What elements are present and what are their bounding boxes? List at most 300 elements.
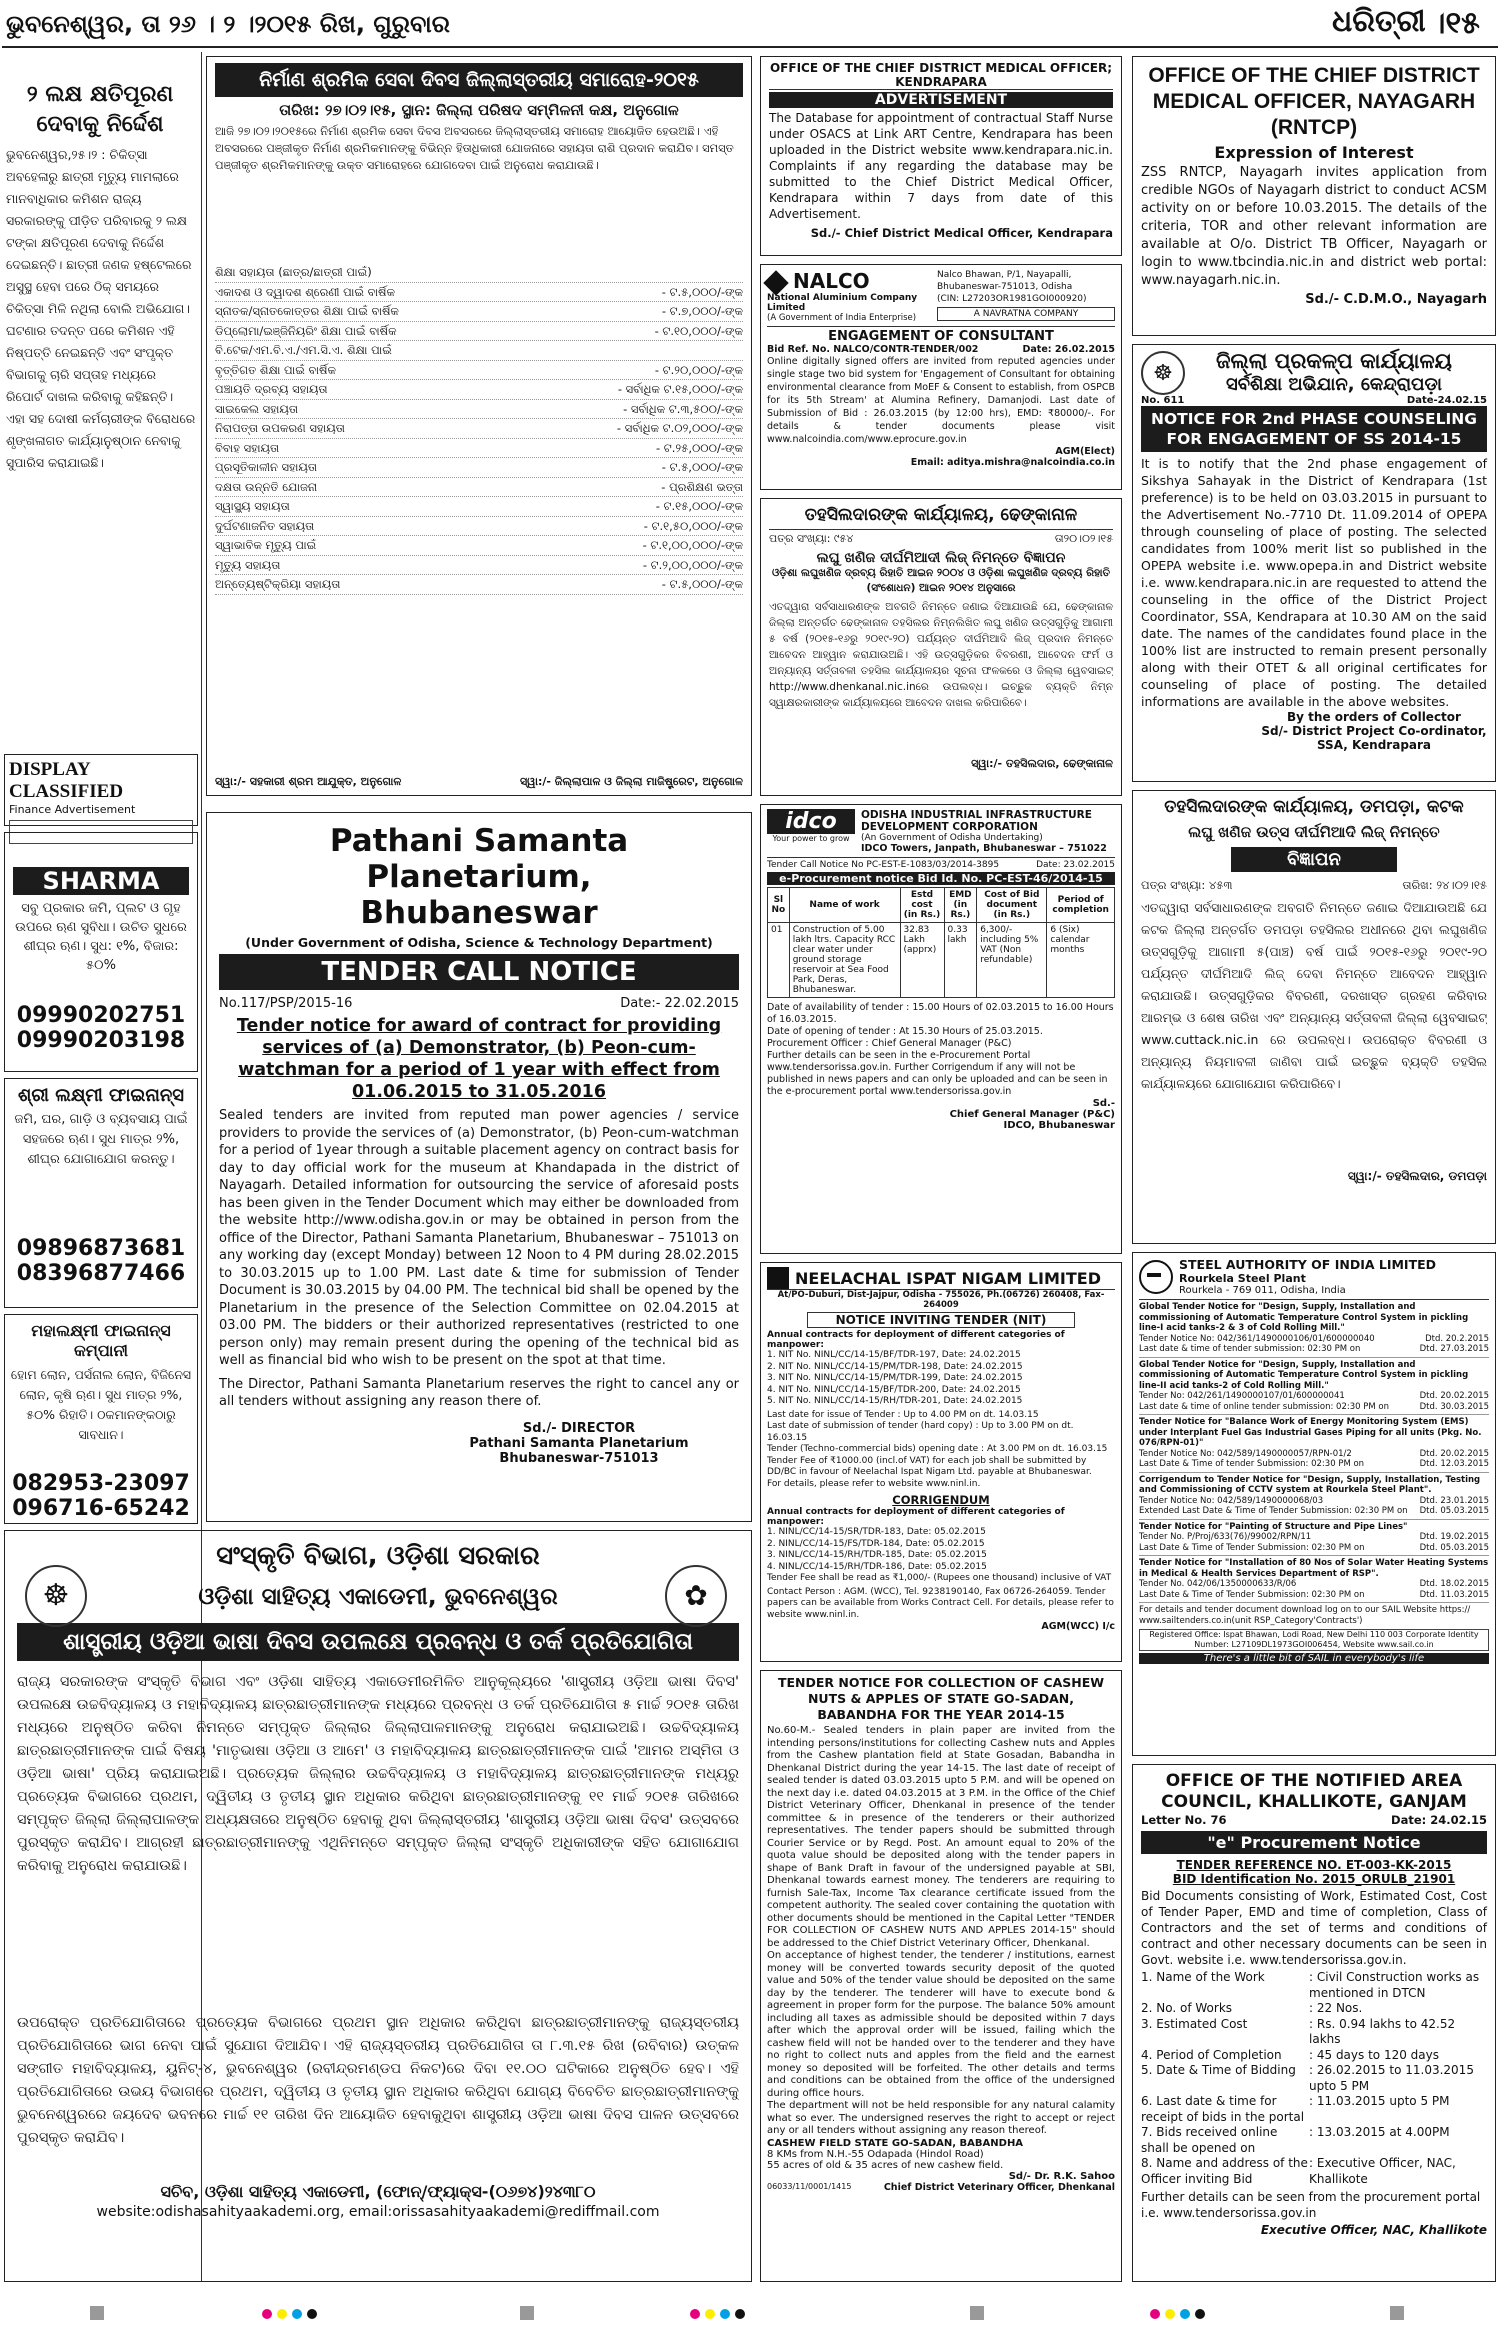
sail-logo-icon [1139, 1260, 1173, 1294]
idco-col-header: Period of completion [1047, 888, 1115, 923]
planetarium-sign-1: Sd./- DIRECTOR [522, 1420, 636, 1436]
nac-intro: Bid Documents consisting of Work, Estimated Cost, Cost of Tender Paper, EMD and time of completion, Class of Contractors and the set of terms and conditions of contract and other necessary documents can be seen in Govt. website i.e. www.tendersorissa.gov.in. [1141, 1889, 1487, 1967]
idco-company: ODISHA INDUSTRIAL INFRASTRUCTURE DEVELOPMENT CORPORATION [861, 809, 1092, 833]
sail-tender-dtd: Dtd. 19.02.2015 [1419, 1532, 1489, 1542]
benefit-row [215, 380, 743, 400]
sail-tender-last-row [1139, 1402, 1489, 1413]
benefit-row [215, 478, 743, 498]
cashew-body-1: No.60-M.- Sealed tenders in plain paper are invited from the intending persons/institutions for collecting Cashew nuts and Apples from the Cashew plantation field at State Gosadan, Babandha in Dhenkanal District during the year 14-15. The last date of receipt of sealed tender is dated 03.03.2015 upto 5 P.M. and will be opened on the next day i.e. dated 04.03.2015 at 3 P.M. in the Office of the Chief District Veterinary Officer, Dhenkanal in presence of the tender committee & in presence of the tenderers or their authorized representatives. The tender papers should be submitted through Courier Service or by Regd. Post. An amount equal to 20% of the quota value should be deposited along with the tender papers in shape of Bank Draft in favour of the undersigned payable at SBI, Dhenkanal towards earnest money. The tenderers are requiring to furnish Sale-Tax, Income Tax clearance certificate issued from the competent authority. The sealed cover containing the quotation with other documents should be mentioned in the Capital Letter "TENDER FOR COLLECTION OF CASHEW NUTS AND APPLES 2014-15" should be addressed to the Chief District Veterinary Officer, Dhenkanal. [767, 1725, 1115, 1949]
nac-row-value: : 11.03.2015 upto 5 PM [1309, 2094, 1450, 2108]
nac-row [1141, 2125, 1487, 2156]
ninl-opening: Tender (Techno-commercial bids) opening date : At 3.00 PM on dt. 16.03.15 [767, 1444, 1108, 1454]
nalco-title: ENGAGEMENT OF CONSULTANT [828, 329, 1054, 344]
nac-date: Date: 24.02.15 [1391, 1813, 1487, 1827]
mahalaxmi-phone-1: 082953-23097 [12, 1471, 190, 1496]
nalco-logo-icon [763, 270, 788, 295]
benefit-row [215, 556, 743, 576]
nac-ref-2: BID Identification No. 2015_ORULB_21901 [1172, 1872, 1456, 1886]
cashew-code: 06033/11/0001/1415 [767, 2181, 852, 2191]
cdmo-kendrapara-sign: Sd./- Chief District Medical Officer, Kendrapara [810, 226, 1113, 240]
ninl-tender-item: 5. NIT No. NINL/CC/14-15/RH/TDR-201, Date: 24.02.2015 [767, 1396, 1023, 1406]
sail-tender-last: Last date & time of online tender submission: 02:30 PM on [1139, 1401, 1389, 1412]
idco-ref: Tender Call Notice No PC-EST-E-1083/03/2014-3895 [767, 860, 1000, 870]
nac-row-key: 1. Name of the Work [1141, 1970, 1265, 1984]
planetarium-sign-3: Bhubaneswar-751013 [499, 1450, 659, 1466]
cashew-body-2: On acceptance of highest tender, the tenderer / institutions, earnest money will be converted towards security deposit of the quoted value and 50% of the tender value should be deposited on the same day by the tenderer. The tenderer will have to execute bond & agreement in proper form for the purpose. The balance 50% amount including all taxes as admissible should be deposited within 7 days after which the approval order will be issued, failing which the cashew field will not be handed over to the tenderer and they have no right to collect nuts and apples from the field and the earnest money so deposited will be forfeited. The other details and terms and conditions can be obtained from the office of the undersigned during office hours. [767, 1950, 1115, 2099]
benefit-row [215, 536, 743, 556]
benefit-value: - ଟ.୫,୦୦୦/-ଙ୍କ [661, 577, 743, 591]
idco-col-header: Name of work [789, 888, 900, 923]
planetarium-reserve: The Director, Pathani Samanta Planetarium reserves the right to cancel any or all tenders without assigning any reason there of. [219, 1376, 739, 1409]
benefit-value: - ସର୍ବାଧିକ ଟ.୩,୫୦୦/-ଙ୍କ [623, 401, 743, 416]
dhenkanal-date: ତା୨୦।୦୨।୧୫ [1054, 532, 1113, 545]
benefit-label: ସ୍ନାତକ/ସ୍ନାତକୋତ୍ତର ଶିକ୍ଷା ପାଇଁ ବାର୍ଷିକ [215, 304, 399, 318]
nac-row-key: 5. Date & Time of Bidding [1141, 2063, 1296, 2077]
sail-tender-item [1139, 1473, 1489, 1520]
ssa-no: No. 611 [1141, 395, 1185, 406]
benefit-label: ପ୍ରସୂତିକାଳୀନ ସହାୟତା [215, 460, 317, 474]
cdmo-kendrapara-title: ADVERTISEMENT [769, 92, 1113, 108]
dampada-ref: ପତ୍ର ସଂଖ୍ୟା: ୪୫୩ [1141, 878, 1233, 892]
idco-sign-3: IDCO, Bhubaneswar [1003, 1120, 1115, 1131]
sail-tender-last-row [1139, 1344, 1489, 1355]
idco-cell: 6,300/- including 5% VAT (Non refundable) [977, 923, 1047, 998]
sail-tender-dtd: Dtd. 20.02.2015 [1419, 1448, 1489, 1459]
cashew-sign-2: Chief District Veterinary Officer, Dhenkanal [883, 2181, 1115, 2193]
sharma-phone-1: 09990202751 [16, 1003, 186, 1028]
nac-detail-list [1141, 1970, 1487, 2187]
dhenkanal-subheading: ଓଡ଼ିଶା ଲଘୁଖଣିଜ ଦ୍ରବ୍ୟ ରିହାତି ଆଇନ ୨୦୦୪ ଓ ଓଡ଼ିଶା ଲଘୁଖଣିଜ ଦ୍ରବ୍ୟ ରିହାତି (ସଂଶୋଧନ) ଆଇନ ୨୦୧୪ ଅନୁସାରେ [771, 567, 1111, 594]
benefit-label: ଶିକ୍ଷା ସହାୟତା (ଛାତ୍ର/ଛାତ୍ରୀ ପାଇଁ) [215, 265, 372, 279]
nac-row [1141, 1970, 1487, 2001]
benefit-value: - ସର୍ବାଧିକ ଟ.୧୫,୦୦୦/-ଙ୍କ [617, 382, 743, 396]
dhenkanal-body: ଏତଦ୍ଦ୍ୱାରା ସର୍ବସାଧାରଣଙ୍କ ଅବଗତି ନିମନ୍ତେ ଜଣାଇ ଦିଆଯାଉଛି ଯେ, ଢେଙ୍କାନାଳ ଜିଲ୍ଲା ଅନ୍ତର୍ଗତ ଢେଙ୍କାନାଳ ତହସିଲର ନିମ୍ନଲିଖିତ ଲଘୁ ଖଣିଜ ଉତ୍ସଗୁଡ଼ିକୁ ଆଗାମୀ ୫ ବର୍ଷ (୨୦୧୫-୧୬ରୁ ୨୦୧୯-୨୦) ପର୍ଯ୍ୟନ୍ତ ଦୀର୍ଘମିଆଦି ଲିଜ୍ ପ୍ରଦାନ ନିମନ୍ତେ ଆବେଦନ ଆହ୍ୱାନ କରାଯାଉଅଛି। ଏହି ଉତ୍ସଗୁଡ଼ିକର ବିବରଣୀ, ଆବେଦନ ଫର୍ମ ଓ ଅନ୍ୟାନ୍ୟ ସର୍ତ୍ତାବଳୀ ତହସିଲ କାର୍ଯ୍ୟାଳୟର ସୂଚନା ଫଳକରେ ଓ ଜିଲ୍ଲା ୱେବସାଇଟ୍ http://www.dhenkanal.nic.inରେ ଉପଲବ୍ଧ। ଇଚ୍ଛୁକ ବ୍ୟକ୍ତି ନିମ୍ନ ସ୍ୱାକ୍ଷରକାରୀଙ୍କ କାର୍ଯ୍ୟାଳୟରେ ଆବେଦନ ଦାଖଲ କରିପାରିବେ। [769, 601, 1113, 709]
sail-tender-desc: Tender Notice for "Balance Work of Energy Monitoring System (EMS) under Interplant Fuel Gas Industrial Gases Piping for all units (Pkg. No. 076/RPN-01)" [1139, 1417, 1482, 1448]
sail-tender-no: Tender No: 042/261/1490000107/01/600000041 [1139, 1391, 1345, 1401]
sail-tender-no-row [1139, 1334, 1489, 1345]
benefit-value: - ଟ.୭,୦୦୦/-ଙ୍କ [661, 304, 743, 318]
sahitya-dept: ସଂସ୍କୃତି ବିଭାଗ, ଓଡ଼ିଶା ସରକାର [216, 1541, 540, 1571]
sail-tender-no-row [1139, 1496, 1489, 1507]
sail-tender-desc: Corrigendum to Tender Notice for "Design, Supply, Installation, Testing and Commissioning of CCTV system at Rourkela Steel Plant". [1139, 1474, 1481, 1495]
nac-row-value: : 22 Nos. [1309, 2001, 1363, 2015]
benefit-label: ସାଇକେଲ ସହାୟତା [215, 401, 299, 416]
sail-tender-item [1139, 1358, 1489, 1416]
sail-tender-desc: Global Tender Notice for "Design, Supply, Installation and commissioning of Automatic Temperature Control System in pickling line-II acid tanks-2 of Cold Rolling Mill." [1139, 1359, 1469, 1391]
benefit-label: ବିବାହ ସହାୟତା [215, 440, 280, 455]
benefit-value: - ଟ.୨,୦୦,୦୦୦/-ଙ୍କ [642, 557, 743, 572]
benefit-row [215, 361, 743, 381]
dampada-sign: ସ୍ୱା:/- ତହସିଲଦାର, ଡମପଡ଼ା [1347, 1169, 1487, 1183]
nalco-logo: NALCO [767, 269, 937, 293]
benefit-label: ଦୁର୍ଘଟଣାଜନିତ ସହାୟତା [215, 518, 315, 533]
sahitya-academy: ଓଡ଼ିଶା ସାହିତ୍ୟ ଏକାଡେମୀ, ଭୁବନେଶ୍ୱର [198, 1584, 558, 1610]
idco-officer: Procurement Officer : Chief General Manager (P&C) [767, 1038, 1012, 1049]
benefit-label: ସ୍ୱାସ୍ଥ୍ୟ ସହାୟତା [215, 499, 290, 513]
ninl-address: At/PO-Duburi, Dist-Jajpur, Odisha - 755026, Ph.(06726) 260408, Fax- 264009 [777, 1290, 1105, 1310]
nac-sign: Executive Officer, NAC, Khallikote [1260, 2223, 1487, 2237]
date-line: ଭୁବନେଶ୍ୱର, ତା ୨୬ । ୨ ।୨୦୧୫ ରିଖ, ଗୁରୁବାର [6, 10, 450, 38]
idco-sign-1: Sd.- [1092, 1098, 1115, 1109]
ninl-corr-intro: Annual contracts for deployment of different categories of manpower: [767, 1507, 1065, 1527]
nalco-body: Online digitally signed offers are invited from reputed agencies under single stage two bid system for 'Engagement of Consultant for obtaining environmental clearance from MoEF & Consent to establish, from OSPCB for its 5th Stream' at Alumina Refinery, Damanjodi. Last date of Submission of Bid : 26.03.2015 (by 12:00 hrs), EMD: ₹80000/-. For details & tender documents please visit www.nalcoindia.com/www.eprocure.gov.in [767, 356, 1115, 445]
nac-khallikote-ad [1132, 1764, 1496, 2282]
sail-tender-list [1139, 1300, 1489, 1603]
benefit-label: ଦକ୍ଷତା ଉନ୍ନତି ଯୋଜନା [215, 479, 318, 494]
idco-table [767, 887, 1115, 998]
ninl-corr-item: 2. NINL/CC/14-15/FS/TDR-184, Date: 05.02.2015 [767, 1538, 985, 1549]
dhenkanal-sign: ସ୍ୱା:/- ତହସିଲଦାର, ଢେଙ୍କାନାଳ [971, 757, 1113, 770]
ninl-corr-list [767, 1527, 1115, 1573]
labour-title: ନିର୍ମାଣ ଶ୍ରମିକ ସେବା ଦିବସ ଜିଲ୍ଲାସ୍ତରୀୟ ସମାରୋହ-୨୦୧୫ [215, 63, 743, 97]
sahitya-sign: ସଚିବ, ଓଡ଼ିଶା ସାହିତ୍ୟ ଏକାଡେମୀ, (ଫୋନ୍/ଫ୍ୟାକ୍ସ-(୦୬୭୪)୨୪୩୮୦ [160, 2182, 596, 2201]
planetarium-date: Date:- 22.02.2015 [620, 996, 739, 1011]
sail-tender-last-row [1139, 1506, 1489, 1517]
benefit-label: ମୃତ୍ୟୁ ସହାୟତା [215, 557, 281, 572]
benefit-row [215, 497, 743, 517]
sail-tender-no-row [1139, 1449, 1489, 1460]
benefit-row [215, 419, 743, 439]
sail-tender-no: Tender Notice No: 042/589/1490000057/RPN-01/2 [1139, 1448, 1352, 1459]
ninl-title: NOTICE INVITING TENDER (NIT) [807, 1312, 1075, 1328]
nac-row-key: 7. Bids received online shall be opened on [1141, 2125, 1278, 2155]
labour-intro: ଆଜି ୨୭।୦୨।୨୦୧୫ରେ ନିର୍ମାଣ ଶ୍ରମିକ ସେବା ଦିବସ ଅବସରରେ ଜିଲ୍ଲାସ୍ତରୀୟ ସମାରୋହ ଆୟୋଜିତ ହେଉଅଛି। ଏହି ଅବସରରେ ପଞ୍ଜୀକୃତ ନିର୍ମାଣ ଶ୍ରମିକମାନଙ୍କୁ ବିଭିନ୍ନ ହିତାଧିକାରୀ ଯୋଜନାରେ ସହାୟତା ରାଶି ପ୍ରଦାନ କରାଯିବ। ସମସ୍ତ ପଞ୍ଜୀକୃତ ଶ୍ରମିକମାନଙ୍କୁ ଉକ୍ତ ସମାରୋହରେ ଯୋଗଦେବା ପାଇଁ ଅନୁରୋଧ କରାଯାଉଛି। [215, 124, 734, 172]
nac-letter: Letter No. 76 [1141, 1813, 1227, 1827]
ssa-kendrapara-ad [1132, 344, 1496, 782]
laxmi-name: ଶ୍ରୀ ଲକ୍ଷ୍ମୀ ଫାଇନାନ୍ସ [17, 1085, 185, 1106]
benefit-label: ପଞ୍ଚାୟତି ଦ୍ରବ୍ୟ ସହାୟତା [215, 382, 328, 396]
benefit-label: ନିରାପତ୍ତା ଉପକରଣ ସହାୟତା [215, 421, 345, 435]
planetarium-sign-2: Pathani Samanta Planetarium [469, 1435, 689, 1451]
classified-title: DISPLAY CLASSIFIED [9, 759, 124, 802]
tahsildar-dhenkanal-ad [760, 498, 1122, 796]
ssa-title: NOTICE FOR 2nd PHASE COUNSELING FOR ENGAGEMENT OF SS 2014-15 [1141, 406, 1487, 452]
nac-row-value: : 26.02.2015 to 11.03.2015 upto 5 PM [1309, 2063, 1474, 2093]
planetarium-body: Sealed tenders are invited from reputed man power agencies / service providers to provide the services of (a) Demonstrator, (b) Peon-cum-watchman for a period of 1year through a suitable placement agency on contract basis for day to day official work for the museum at Khandapada in the district of Nayagarh. Detailed information for outsourcing the service of aforesaid posts has been given in the Tender Document which may either be downloaded from the website http://www.odisha.gov.in or may be obtained in person from the office of the Director, Pathani Samanta Planetarium, Bhubaneswar – 751013 on any working day (except Monday) between 12 Noon to 4 PM during 28.02.2015 to 30.03.2015 up to 1.00 PM. Last date & time for submission of Tender Document is 30.03.2015 by 04.00 PM. The technical bid shall be opened by the Planetarium in the presence of the Selection Committee on 02.04.2015 at 03.00 PM. The bidders or their authorized representatives (restricted to one person only) may remain present during the opening of the technical bid as well as financial bid who wish to be present on the spot at that time. [219, 1108, 739, 1368]
sahitya-academy-ad [4, 1530, 752, 2282]
ssa-body: It is to notify that the 2nd phase engagement of Sikshya Sahayak in the District of Kendrapara (1st preference) is to be held on 03.03.2015 in pursuant to the Advertisement No.-7710 Dt. 11.09.2014 of OPEPA through counseling of place of posting. The selected candidates from 100% merit list so published in the OPEPA website i.e. www.opepa.in and District website i.e. www.kendrapara.nic.in are requested to attend the counseling in the office of the District Project Coordinator, SSA, Kendrapara at 10.30 AM on the said date. The names of the candidates found place in the 100% list are instructed to remain present personally along with their OTET & all original certificates for counseling of place of posting. The detailed informations are available in the above websites. [1141, 456, 1487, 709]
idco-logo-sub: Your power to grow [772, 834, 850, 843]
ninl-details: For details, please refer to website www.ninl.in. [767, 1478, 981, 1489]
sail-plant: Rourkela Steel Plant [1179, 1272, 1306, 1285]
sail-tender-item [1139, 1415, 1489, 1473]
mahalaxmi-text: ହୋମ ଲୋନ, ପର୍ସନାଲ ଲୋନ, ବିଜିନେସ ଲୋନ, କୃଷି ଋଣ। ସୁଧ ମାତ୍ର ୨%, ୫୦% ରିହାତି। ଠକମାନଙ୍କଠାରୁ ସାବଧାନ। [10, 1367, 192, 1442]
sail-tender-desc: Tender Notice for "Painting of Structure and Pipe Lines" [1139, 1521, 1408, 1532]
sail-tender-desc: Global Tender Notice for "Design, Supply, Installation and commissioning of Automatic Temperature Control System in pickling line-I acid tanks-2 & 3 of Cold Rolling Mill." [1139, 1302, 1469, 1333]
sail-tender-last-date: Dtd. 27.03.2015 [1419, 1344, 1489, 1354]
sail-tender-last: Last Date & Time of Tender Submission: 02:30 PM on [1139, 1542, 1365, 1553]
nac-title: OFFICE OF THE NOTIFIED AREA COUNCIL, KHALLIKOTE, GANJAM [1161, 1771, 1467, 1812]
ssa-sign-3: SSA, Kendrapara [1316, 738, 1432, 752]
labour-sign-right: ସ୍ୱା:/- ଜିଲ୍ଲାପାଳ ଓ ଜିଲ୍ଲା ମାଜିଷ୍ଟ୍ରେଟ, ଅନୁଗୋଳ [519, 775, 743, 788]
dhenkanal-heading: ଲଘୁ ଖଣିଜ ଦୀର୍ଘମିଆଦୀ ଲିଜ୍ ନିମନ୍ତେ ବିଜ୍ଞାପନ [816, 550, 1066, 566]
sahitya-website: website:odishasahityaakademi.org, email:orissasahityaakademi@rediffmail.com [96, 2204, 660, 2220]
ninl-corr-item: 3. NINL/CC/14-15/RH/TDR-185, Date: 05.02.2015 [767, 1550, 987, 1560]
idco-logo: idco [767, 809, 855, 834]
masthead [2, 2, 1498, 48]
ssa-sign-2: Sd/- District Project Co-ordinator, [1261, 724, 1487, 738]
benefit-value: - ଟ.୨୫,୦୦୦/-ଙ୍କ [655, 440, 743, 455]
idco-cell: Construction of 5.00 lakh ltrs. Capacity RCC clear water under ground storage reservoir at Sea Food Park, Deras, Bhubaneswar. [789, 923, 900, 998]
benefit-row [215, 283, 743, 303]
ninl-company: NEELACHAL ISPAT NIGAM LIMITED [795, 1268, 1101, 1288]
news-story: ଭୁବନେଶ୍ୱର,୨୫।୨ : ଚିକିତ୍ସା ଅବହେଳାରୁ ଛାତ୍ରୀ ମୃତ୍ୟୁ ମାମଲାରେ ମାନବାଧିକାର କମିଶନ ରାଜ୍ୟ ସରକାରଙ୍କୁ ପୀଡ଼ିତ ପରିବାରକୁ ୨ ଲକ୍ଷ ଟଙ୍କା କ୍ଷତିପୂରଣ ଦେବାକୁ ନିର୍ଦ୍ଦେଶ ଦେଇଛନ୍ତି। ଛାତ୍ରୀ ଜଣକ ହଷ୍ଟେଲରେ ଅସୁସ୍ଥ ହେବା ପରେ ଠିକ୍ ସମୟରେ ଚିକିତ୍ସା ମିଳି ନଥିଲା ବୋଲି ଅଭିଯୋଗ। ଘଟଣାର ତଦନ୍ତ ପରେ କମିଶନ ଏହି ନିଷ୍ପତ୍ତି ନେଇଛନ୍ତି ଏବଂ ସଂପୃକ୍ତ ବିଭାଗକୁ ଚାରି ସପ୍ତାହ ମଧ୍ୟରେ ରିପୋର୍ଟ ଦାଖଲ କରିବାକୁ କହିଛନ୍ତି। ଏହା ସହ ଦୋଷୀ କର୍ମଚାରୀଙ୍କ ବିରୋଧରେ ଶୃଙ୍ଖଳାଗତ କାର୍ଯ୍ୟାନୁଷ୍ଠାନ ନେବାକୁ ସୁପାରିସ କରାଯାଇଛି। [6, 147, 196, 470]
sail-tender-last: Last date & time of tender submission: 02:30 PM on [1139, 1344, 1361, 1354]
cashew-field: CASHEW FIELD STATE GO-SADAN, BABANDHA [767, 2137, 1024, 2149]
ninl-contact: Contact Person : AGM. (WCC), Tel. 9238190140, Fax 06726-264059. Tender papers can be available from Works Contract Cell. For details, please refer to website www.ninl.in. [767, 1586, 1114, 1620]
ssa-office: ଜିଲ୍ଲା ପ୍ରକଳ୍ପ କାର୍ଯ୍ୟାଳୟ [1216, 349, 1452, 373]
cdmo-kendrapara-body: The Database for appointment of contractual Staff Nurse under OSACS at Link ART Centre, Kendrapara has been uploaded in the District website www.kendrapara.nic.in. Complaints if any regarding the database may be submitted to the Chief District Medical Officer, Kendrapara within 7 days from date of this Advertisement. [769, 111, 1113, 221]
sail-tender-no-row [1139, 1532, 1489, 1543]
dhenkanal-ref: ପତ୍ର ସଂଖ୍ୟା: ୯୫୪ [769, 532, 854, 545]
sail-tender-dtd: Dtd. 18.02.2015 [1419, 1579, 1489, 1589]
benefit-row [215, 458, 743, 478]
ssa-program: ସର୍ବଶିକ୍ଷା ଅଭିଯାନ, କେନ୍ଦ୍ରାପଡ଼ା [1226, 374, 1442, 395]
sail-tender-item [1139, 1300, 1489, 1358]
sahitya-para-1: ରାଜ୍ୟ ସରକାରଙ୍କ ସଂସ୍କୃତି ବିଭାଗ ଏବଂ ଓଡ଼ିଶା ସାହିତ୍ୟ ଏକାଡେମୀରମିଳିତ ଆନୁକୂଲ୍ୟରେ 'ଶାସ୍ତ୍ରୀୟ ଓଡ଼ିଆ ଭାଷା ଦିବସ' ଉପଲକ୍ଷେ ଉଚ୍ଚବିଦ୍ୟାଳୟ ଓ ମହାବିଦ୍ୟାଳୟ ଛାତ୍ରଛାତ୍ରୀମାନଙ୍କ ମଧ୍ୟରେ ପ୍ରବନ୍ଧ ଓ ତର୍କ ପ୍ରତିଯୋଗିତା ୫ ମାର୍ଚ୍ଚ ୨୦୧୫ ତାରିଖ ମଧ୍ୟରେ ଅନୁଷ୍ଠିତ କରିବା ନିମନ୍ତେ ସମ୍ପୃକ୍ତ ଜିଲ୍ଲାର ଜିଲ୍ଲାପାଳମାନଙ୍କୁ ଅନୁରୋଧ କରାଯାଇଅଛି। ଉଚ୍ଚବିଦ୍ୟାଳୟ ଛାତ୍ରଛାତ୍ରୀମାନଙ୍କ ପାଇଁ ବିଷୟ 'ମାତୃଭାଷା ଓଡ଼ିଆ ଓ ଆମେ' ଓ ମହାବିଦ୍ୟାଳୟ ଛାତ୍ରଛାତ୍ରୀମାନଙ୍କ ପାଇଁ 'ଆମର ଅସ୍ମିତା ଓ ଓଡ଼ିଆ ଭାଷା' ପ୍ରିୟ କରାଯାଇଅଛି। ପ୍ରତ୍ୟେକ ଜିଲ୍ଲାର ଉଚ୍ଚବିଦ୍ୟାଳୟ ଓ ମହାବିଦ୍ୟାଳୟ ଛାତ୍ରଛାତ୍ରୀମାନଙ୍କ ମଧ୍ୟରୁ ପ୍ରତ୍ୟେକ ବିଭାଗରେ ପ୍ରଥମ, ଦ୍ୱିତୀୟ ଓ ତୃତୀୟ ସ୍ଥାନ ଅଧିକାର କରିଥିବା ଛାତ୍ରଛାତ୍ରୀମାନଙ୍କୁ ୧୧ ମାର୍ଚ୍ଚ ୨୦୧୫ ତାରିଖରେ ସମ୍ପୃକ୍ତ ଜିଲ୍ଲା ଜିଲ୍ଲାପାଳଙ୍କ ଅଧ୍ୟକ୍ଷତାରେ ଅନୁଷ୍ଠିତ ହେବାକୁ ଥିବା ଜିଲ୍ଲାସ୍ତରୀୟ 'ଶାସ୍ତ୍ରୀୟ ଓଡ଼ିଆ ଭାଷା ଦିବସ' ଉତ୍ସବରେ ପୁରସ୍କୃତ କରାଯିବ। ଆଗ୍ରହୀ ଛାତ୍ରଛାତ୍ରୀମାନଙ୍କୁ ଏଥିନିମନ୍ତେ ସମ୍ପୃକ୍ତ ଜିଲ୍ଲା ସଂସ୍କୃତି ଅଧିକାରୀଙ୍କ ସହିତ ଯୋଗାଯୋଗ କରିବାକୁ ଅନୁରୋଧ କରାଯାଉଛି। [17, 1674, 739, 1874]
benefit-label: ସ୍ୱାଭାବିକ ମୃତ୍ୟୁ ପାଇଁ [215, 538, 317, 552]
sail-tender-item [1139, 1520, 1489, 1557]
nac-row [1141, 2063, 1487, 2094]
cashew-tender-ad [760, 1670, 1122, 2282]
benefit-row [215, 341, 743, 361]
nalco-contact: AGM(Elect) [1055, 446, 1115, 457]
registration-mark-3 [970, 2306, 984, 2320]
cashew-field-2: 8 KMs from N.H.-55 Odapada (Hindol Road) [767, 2148, 984, 2160]
nalco-email: Email: aditya.mishra@nalcoindia.co.in [910, 457, 1115, 468]
sail-ad [1132, 1252, 1496, 1756]
idco-sign-2: Chief General Manager (P&C) [949, 1109, 1115, 1120]
nac-row [1141, 2001, 1487, 2017]
cashew-body-3: The department will not be held responsible for any natural calamity what so ever. The undersigned reserves the right to accept or reject any or all tenders without assigning any reason thereof. [767, 2100, 1115, 2136]
sahitya-para-2: ଉପରୋକ୍ତ ପ୍ରତିଯୋଗିତାରେ ପ୍ରତ୍ୟେକ ବିଭାଗରେ ପ୍ରଥମ ସ୍ଥାନ ଅଧିକାର କରିଥିବା ଛାତ୍ରଛାତ୍ରୀମାନଙ୍କୁ ରାଜ୍ୟସ୍ତରୀୟ ପ୍ରତିଯୋଗିତାରେ ଭାଗ ନେବା ପାଇଁ ସୁଯୋଗ ଦିଆଯିବ। ଏହି ରାଜ୍ୟସ୍ତରୀୟ ପ୍ରତିଯୋଗିତା ତା ୮.୩.୧୫ ରିଖ (ରବିବାର) ଉତ୍କଳ ସଙ୍ଗୀତ ମହାବିଦ୍ୟାଳୟ, ୟୁନିଟ୍-୪, ଭୁବନେଶ୍ୱର (ରବୀନ୍ଦ୍ରମଣ୍ଡପ ନିକଟ)ରେ ଦିବା ୧୧.୦୦ ଘଟିକାରେ ଅନୁଷ୍ଠିତ ହେବ। ଏହି ପ୍ରତିଯୋଗିତାରେ ଉଭୟ ବିଭାଗରେ ପ୍ରଥମ, ଦ୍ୱିତୀୟ ଓ ତୃତୀୟ ସ୍ଥାନ ଅଧିକାର କରିଥିବା ଯୋଗ୍ୟ ବିବେଚିତ ଛାତ୍ରଛାତ୍ରୀମାନଙ୍କୁ ଭୁବନେଶ୍ୱରରେ ଜୟଦେବ ଭବନରେ ମାର୍ଚ୍ଚ ୧୧ ତାରିଖ ଦିନ ଆୟୋଜିତ ହେବାକୁଥିବା ଶାସ୍ତ୍ରୀୟ ଓଡ଼ିଆ ଭାଷା ଦିବସ ପାଳନ ଉତ୍ସବରେ ପୁରସ୍କୃତ କରାଯିବ। [17, 2015, 739, 2146]
idco-address: IDCO Towers, Janpath, Bhubaneswar – 751022 [861, 843, 1107, 854]
idco-opening: Date of opening of tender : At 15.30 Hours of 25.03.2015. [767, 1026, 1043, 1037]
dampada-date: ତାରିଖ: ୨୪।୦୨।୧୫ [1402, 878, 1487, 892]
sail-tender-desc: Tender Notice for "Installation of 80 Nos of Solar Water Heating Systems in Medical & Health Services Department of RSP". [1139, 1558, 1489, 1579]
sail-tender-last-date: Dtd. 05.03.2015 [1419, 1506, 1489, 1516]
idco-cell: 32.83 Lakh (apprx) [900, 923, 944, 998]
ninl-intro: Annual contracts for deployment of different categories of manpower: [767, 1330, 1065, 1350]
ninl-tender-item: 2. NIT No. NINL/CC/14-15/PM/TDR-198, Date: 24.02.2015 [767, 1361, 1023, 1372]
laxmi-text: ଜମି, ଘର, ଗାଡ଼ି ଓ ବ୍ୟବସାୟ ପାଇଁ ସହଜରେ ଋଣ। ସୁଧ ମାତ୍ର ୨%, ଶୀଘ୍ର ଯୋଗାଯୋଗ କରନ୍ତୁ। [14, 1112, 188, 1167]
idco-details: Further details can be seen in the e-Procurement Portal www.tendersorissa.gov.in. Further Corrigendum if any will not be published in news papers and can only be uploaded and can be seen in the e-procurement portal www.tendersorissa.gov.in [767, 1050, 1108, 1097]
dampada-banner: ବିଜ୍ଞାପନ [1231, 847, 1397, 872]
nac-row-key: 3. Estimated Cost [1141, 2016, 1248, 2031]
sail-address: Rourkela - 769 011, Odisha, India [1179, 1285, 1346, 1296]
ninl-corr-fee: Tender Fee shall be read as ₹1,000/- (Rupees one thousand) inclusive of VAT [767, 1573, 1112, 1583]
sharma-name: SHARMA [13, 867, 189, 895]
nac-row-key: 8. Name and address of the Officer inviting Bid [1141, 2156, 1308, 2186]
idco-avail: Date of availability of tender : 15.00 Hours of 02.03.2015 to 16.00 Hours of 16.03.2015. [767, 1002, 1114, 1025]
labour-sign-left: ସ୍ୱା:/- ସହକାରୀ ଶ୍ରମ ଆଯୁକ୍ତ, ଅନୁଗୋଳ [215, 775, 402, 788]
ninl-tender-item: 3. NIT No. NINL/CC/14-15/PM/TDR-199, Date: 24.02.2015 [767, 1373, 1023, 1383]
planetarium-tender [206, 812, 752, 1522]
benefit-label: ଡିପ୍ଲୋମା/ଇଞ୍ଜିନିୟରିଂ ଶିକ୍ଷା ପାଇଁ ବାର୍ଷିକ [215, 323, 397, 338]
cashew-sign-1: Sd/- Dr. R.K. Sahoo [1008, 2170, 1115, 2182]
benefit-row [215, 439, 743, 459]
labour-subtitle: ତାରିଖ: ୨୭।୦୨।୧୫, ସ୍ଥାନ: ଜିଲ୍ଲା ପରିଷଦ ସମ୍ମିଳନୀ କକ୍ଷ, ଅନୁଗୋଳ [279, 101, 679, 119]
cdmo-nayagarh-ad [1132, 56, 1496, 336]
academy-seal-icon: ✿ [665, 1565, 727, 1627]
nalco-navratna: A NAVRATNA COMPANY [937, 307, 1115, 321]
dhenkanal-title: ତହସିଲଦାରଙ୍କ କାର୍ଯ୍ୟାଳୟ, ଢେଙ୍କାନାଳ [769, 505, 1113, 530]
benefit-value: - ଟ.୧,୦୦,୦୦୦/-ଙ୍କ [642, 538, 743, 552]
benefit-value: - ଟ.୨୦,୦୦୦/-ଙ୍କ [654, 362, 743, 377]
planetarium-ref: No.117/PSP/2015-16 [219, 996, 353, 1011]
sail-tender-last: Last Date & Time of Tender Submission: 02:30 PM on [1139, 1589, 1365, 1600]
ssa-emblem-icon: ☸ [1141, 351, 1185, 395]
cashew-title: TENDER NOTICE FOR COLLECTION OF CASHEW NUTS & APPLES OF STATE GO-SADAN, BABANDHA FOR THE YEAR 2014-15 [777, 1675, 1105, 1722]
sail-tender-dtd: Dtd. 20.02.2015 [1419, 1391, 1489, 1401]
nac-row [1141, 2156, 1487, 2187]
sail-tender-no: Tender Notice No: 042/589/1490000068/03 [1139, 1495, 1324, 1506]
news-headline-1: ୨ ଲକ୍ଷ କ୍ଷତିପୂରଣ [26, 82, 174, 107]
sail-tender-no: Tender Notice No: 042/361/1490000106/01/600000040 [1139, 1333, 1375, 1344]
nalco-ad [760, 264, 1122, 490]
laxmi-ad [4, 1078, 198, 1308]
planetarium-subtitle: (Under Government of Odisha, Science & Technology Department) [245, 935, 713, 950]
ninl-logo-icon [767, 1267, 789, 1289]
ssa-date: Date-24.02.15 [1406, 395, 1487, 406]
sail-tender-dtd: Dtd. 20.2.2015 [1425, 1333, 1489, 1344]
idco-col-header: EMD (in Rs.) [944, 888, 977, 923]
sail-tender-no: Tender No. 042/06/1350000633/R/06 [1139, 1579, 1297, 1589]
ninl-tender-list [767, 1350, 1115, 1408]
print-registration-strip [0, 2298, 1500, 2328]
benefit-value: - ଟ.୫,୦୦୦/-ଙ୍କ [661, 460, 743, 474]
ninl-corr-item: 4. NINL/CC/14-15/RH/TDR-186, Date: 05.02.2015 [767, 1561, 987, 1572]
nalco-address: Nalco Bhawan, P/1, Nayapalli, Bhubaneswar-751013, Odisha [937, 270, 1073, 292]
color-dots-3 [1150, 2304, 1205, 2323]
tahsildar-dampada-ad [1132, 790, 1496, 1244]
ninl-corr-title: CORRIGENDUM [892, 1493, 990, 1507]
news-headline-2: ଦେବାକୁ ନିର୍ଦ୍ଦେଶ [36, 112, 164, 137]
sail-tender-last: Last Date & Time of tender Submission: 02:30 PM on [1139, 1459, 1365, 1469]
idco-col-header: Cost of Bid document (in Rs.) [977, 888, 1047, 923]
sail-tender-last-date: Dtd. 11.03.2015 [1419, 1589, 1489, 1600]
display-classified [4, 754, 198, 826]
idco-ad [760, 804, 1122, 1254]
labour-benefit-list [215, 263, 743, 595]
benefit-label: ବି.ଟେକ/ଏମ.ବି.ଏ./ଏମ.ସି.ଏ. ଶିକ୍ଷା ପାଇଁ [215, 343, 392, 357]
idco-company-sub: (An Government of Odisha Undertaking) [861, 833, 1043, 843]
nac-row-key: 2. No. of Works [1141, 2001, 1233, 2015]
sail-company: STEEL AUTHORITY OF INDIA LIMITED [1179, 1257, 1437, 1272]
mahalaxmi-name: ମହାଲକ୍ଷ୍ମୀ ଫାଇନାନ୍ସ କମ୍ପାନୀ [31, 1321, 171, 1360]
benefit-label: ବୃତ୍ତିଗତ ଶିକ୍ଷା ପାଇଁ ବାର୍ଷିକ [215, 362, 336, 377]
laxmi-phone-2: 08396877466 [16, 1261, 186, 1286]
benefit-value: - ଟ.୧,୫୦,୦୦୦/-ଙ୍କ [643, 518, 743, 533]
benefit-label: ଅନ୍ତ୍ୟେଷ୍ଟିକ୍ରିୟା ସହାୟତା [215, 577, 341, 591]
nayagarh-title: OFFICE OF THE CHIEF DISTRICT MEDICAL OFFICER, NAYAGARH (RNTCP) [1148, 64, 1480, 139]
ninl-ad [760, 1262, 1122, 1662]
sail-tender-last-date: Dtd. 30.03.2015 [1419, 1401, 1489, 1412]
dampada-heading: ଲଘୁ ଖଣିଜ ଉତ୍ସ ଦୀର୍ଘମିଆଦି ଲିଜ୍ ନିମନ୍ତେ [1188, 823, 1440, 841]
nac-row-key: 6. Last date & time for receipt of bids in the portal [1141, 2094, 1305, 2124]
nayagarh-body: ZSS RNTCP, Nayagarh invites application from credible NGOs of Nayagarh district to conduct ACSM activity on or before 10.03.2015. The details of the criteria, TOR and other relevant information are available at O/o. District TB Officer, Nayagarh or login to www.tbcindia.nic.in and district web portal: www.nayagarh.nic.in. [1141, 165, 1487, 288]
ssa-sign-1: By the orders of Collector [1287, 710, 1461, 724]
planetarium-heading: Tender notice for award of contract for providing services of (a) Demonstrator, (b) Peon-cum-watchman for a period of 1 year with effect from 01.06.2015 to 31.05.2016 [236, 1016, 722, 1102]
classified-sub: Finance Advertisement [9, 803, 136, 816]
planetarium-title-2: Bhubaneswar [360, 895, 598, 931]
ninl-last-date-2: Last date of submission of tender (hard copy) : Up to 3.00 PM on dt. 16.03.15 [767, 1421, 1074, 1443]
sail-registered: Registered Office: Ispat Bhawan, Lodi Road, New Delhi 110 003 Corporate Identity Number: L27109DL1973GOI006454, Website www.sail.co.in [1139, 1629, 1489, 1651]
nalco-ref-date: Date: 26.02.2015 [1022, 344, 1115, 355]
sharma-phone-2: 09990203198 [16, 1028, 186, 1053]
sail-tender-no-row [1139, 1391, 1489, 1402]
color-dots-1 [262, 2304, 317, 2323]
nayagarh-sub: Expression of Interest [1214, 143, 1414, 162]
idco-col-header: Estd cost (in Rs.) [900, 888, 944, 923]
benefit-value: - ଟ.୧୫,୦୦୦/-ଙ୍କ [655, 499, 743, 513]
paper-name: ଧରିତ୍ରୀ [1332, 4, 1426, 39]
nac-row-value: : 45 days to 120 days [1309, 2047, 1439, 2062]
benefit-value: - ଟ.୫,୦୦୦/-ଙ୍କ [661, 284, 743, 299]
cdmo-kendrapara-office: OFFICE OF THE CHIEF DISTRICT MEDICAL OFFICER; KENDRAPARA [769, 61, 1113, 89]
benefit-row [215, 302, 743, 322]
benefit-label: ଏକାଦଶ ଓ ଦ୍ୱାଦଶ ଶ୍ରେଣୀ ପାଇଁ ବାର୍ଷିକ [215, 284, 396, 299]
idco-cell: 01 [768, 923, 790, 998]
sail-tender-dtd: Dtd. 23.01.2015 [1419, 1495, 1489, 1506]
sail-tender-no-row [1139, 1579, 1489, 1590]
benefit-row [215, 517, 743, 537]
benefit-row [215, 575, 743, 595]
sail-tender-last-row [1139, 1459, 1489, 1470]
sail-tender-last: Extended Last Date & Time of Tender Submission: 02:30 PM on [1139, 1506, 1408, 1516]
ninl-corr-item: 1. NINL/CC/14-15/SR/TDR-183, Date: 05.02.2015 [767, 1527, 986, 1537]
sail-tagline: There's a little bit of SAIL in everybody's life [1139, 1653, 1489, 1664]
planetarium-notice-title: TENDER CALL NOTICE [219, 954, 739, 990]
odisha-emblem-icon: ☸ [25, 1565, 87, 1627]
mahalaxmi-ad [4, 1314, 198, 1524]
idco-eproc: e-Procurement notice Bid Id. No. PC-EST-46/2014-15 [767, 872, 1115, 885]
cashew-field-3: 55 acres of old & 35 acres of new cashew field. [767, 2159, 1004, 2171]
cdmo-kendrapara-ad [760, 56, 1122, 256]
nalco-ref: Bid Ref. No. NALCO/CONTR-TENDER/002 [767, 344, 979, 355]
ninl-fee: Tender Fee of ₹1000.00 (incl.of VAT) for each job shall be submitted by DD/BC in favour of Neelachal Ispat Nigam Ltd. payable at Bhubaneswar. [767, 1455, 1092, 1477]
ninl-last-date: Last date for issue of Tender : Up to 4.00 PM on dt. 14.03.15 [767, 1409, 1039, 1420]
sharma-text: ସବୁ ପ୍ରକାର ଜମି, ପ୍ଲଟ ଓ ଗୃହ ଉପରେ ଋଣ ସୁବିଧା। ଉଚିତ ସୁଧରେ ଶୀଘ୍ର ଋଣ। ସୁଧ: ୧%, ବିଜାର: ୫୦% [15, 901, 187, 973]
sail-tender-last-date: Dtd. 05.03.2015 [1419, 1542, 1489, 1553]
ninl-tender-item: 4. NIT No. NINL/CC/14-15/BF/TDR-200, Date: 24.02.2015 [767, 1384, 1021, 1395]
nalco-company: National Aluminium Company Limited [767, 293, 918, 313]
labour-day-ad [206, 56, 752, 796]
laxmi-phone-1: 09896873681 [16, 1236, 186, 1261]
nac-row-value: : Executive Officer, NAC, Khallikote [1309, 2156, 1456, 2186]
sail-tender-last-date: Dtd. 12.03.2015 [1419, 1459, 1489, 1469]
nac-row [1141, 2017, 1487, 2048]
sail-tender-item [1139, 1556, 1489, 1603]
benefit-value: - ପ୍ରଶିକ୍ଷଣ ଭତ୍ତା [661, 479, 743, 494]
sail-tender-last-row [1139, 1590, 1489, 1601]
idco-cell: 0.33 lakh [944, 923, 977, 998]
nac-row-value: : Civil Construction works as mentioned in DTCN [1309, 1970, 1480, 2000]
registration-mark-2 [520, 2306, 534, 2320]
nac-row-value: : 13.03.2015 at 4.00PM [1309, 2125, 1450, 2139]
benefit-value: - ସର୍ବାଧିକ ଟ.୦୨,୦୦୦/-ଙ୍କ [616, 421, 743, 435]
benefit-row [215, 400, 743, 420]
nalco-cin: (CIN: L27203OR1981GOI000920) [937, 294, 1087, 304]
benefit-row [215, 322, 743, 342]
sail-footer: For details and tender document download log on to our SAIL Website https:// www.sailtenders.co.in(unit RSP_Category'Contracts') [1139, 1605, 1471, 1626]
nac-row [1141, 2048, 1487, 2064]
benefit-row [215, 263, 743, 283]
ninl-tender-item: 1. NIT No. NINL/CC/14-15/BF/TDR-197, Date: 24.02.2015 [767, 1350, 1021, 1360]
dampada-body: ଏତଦ୍ଦ୍ୱାରା ସର୍ବସାଧାରଣଙ୍କ ଅବଗତି ନିମନ୍ତେ ଜଣାଇ ଦିଆଯାଉଅଛି ଯେ କଟକ ଜିଲ୍ଲା ଅନ୍ତର୍ଗତ ଡମପଡ଼ା ତହସିଲର ଅଧୀନରେ ଥିବା ଲଘୁଖଣିଜ ଉତ୍ସଗୁଡ଼ିକୁ ଆଗାମୀ ୫(ପାଞ୍ଚ) ବର୍ଷ ପାଇଁ ୨୦୧୫-୧୬ରୁ ୨୦୧୯-୨୦ ପର୍ଯ୍ୟନ୍ତ ଦୀର୍ଘମିଆଦି ଲିଜ୍ ଦେବା ନିମନ୍ତେ ଆବେଦନ ଆହ୍ୱାନ କରାଯାଉଛି। ଉତ୍ସଗୁଡ଼ିକର ବିବରଣୀ, ଦରଖାସ୍ତ ଗ୍ରହଣ କରିବାର ଆରମ୍ଭ ଓ ଶେଷ ତାରିଖ ଏବଂ ଅନ୍ୟାନ୍ୟ ସର୍ତ୍ତାବଳୀ ଜିଲ୍ଲା ୱେବସାଇଟ୍ www.cuttack.nic.in ରେ ଉପଲବ୍ଧ। ଉପରୋକ୍ତ ବିବରଣୀ ଓ ଅନ୍ୟାନ୍ୟ ନିୟମାବଳୀ ଜାଣିବା ପାଇଁ ଇଚ୍ଛୁକ ବ୍ୟକ୍ତି ତହସିଲ କାର୍ଯ୍ୟାଳୟରେ ଯୋଗାଯୋଗ କରିପାରିବେ। [1141, 900, 1487, 1091]
dampada-title: ତହସିଲଦାରଙ୍କ କାର୍ଯ୍ୟାଳୟ, ଡମପଡ଼ା, କଟକ [1164, 797, 1464, 817]
nac-ref-1: TENDER REFERENCE NO. ET-003-KK-2015 [1176, 1858, 1452, 1872]
